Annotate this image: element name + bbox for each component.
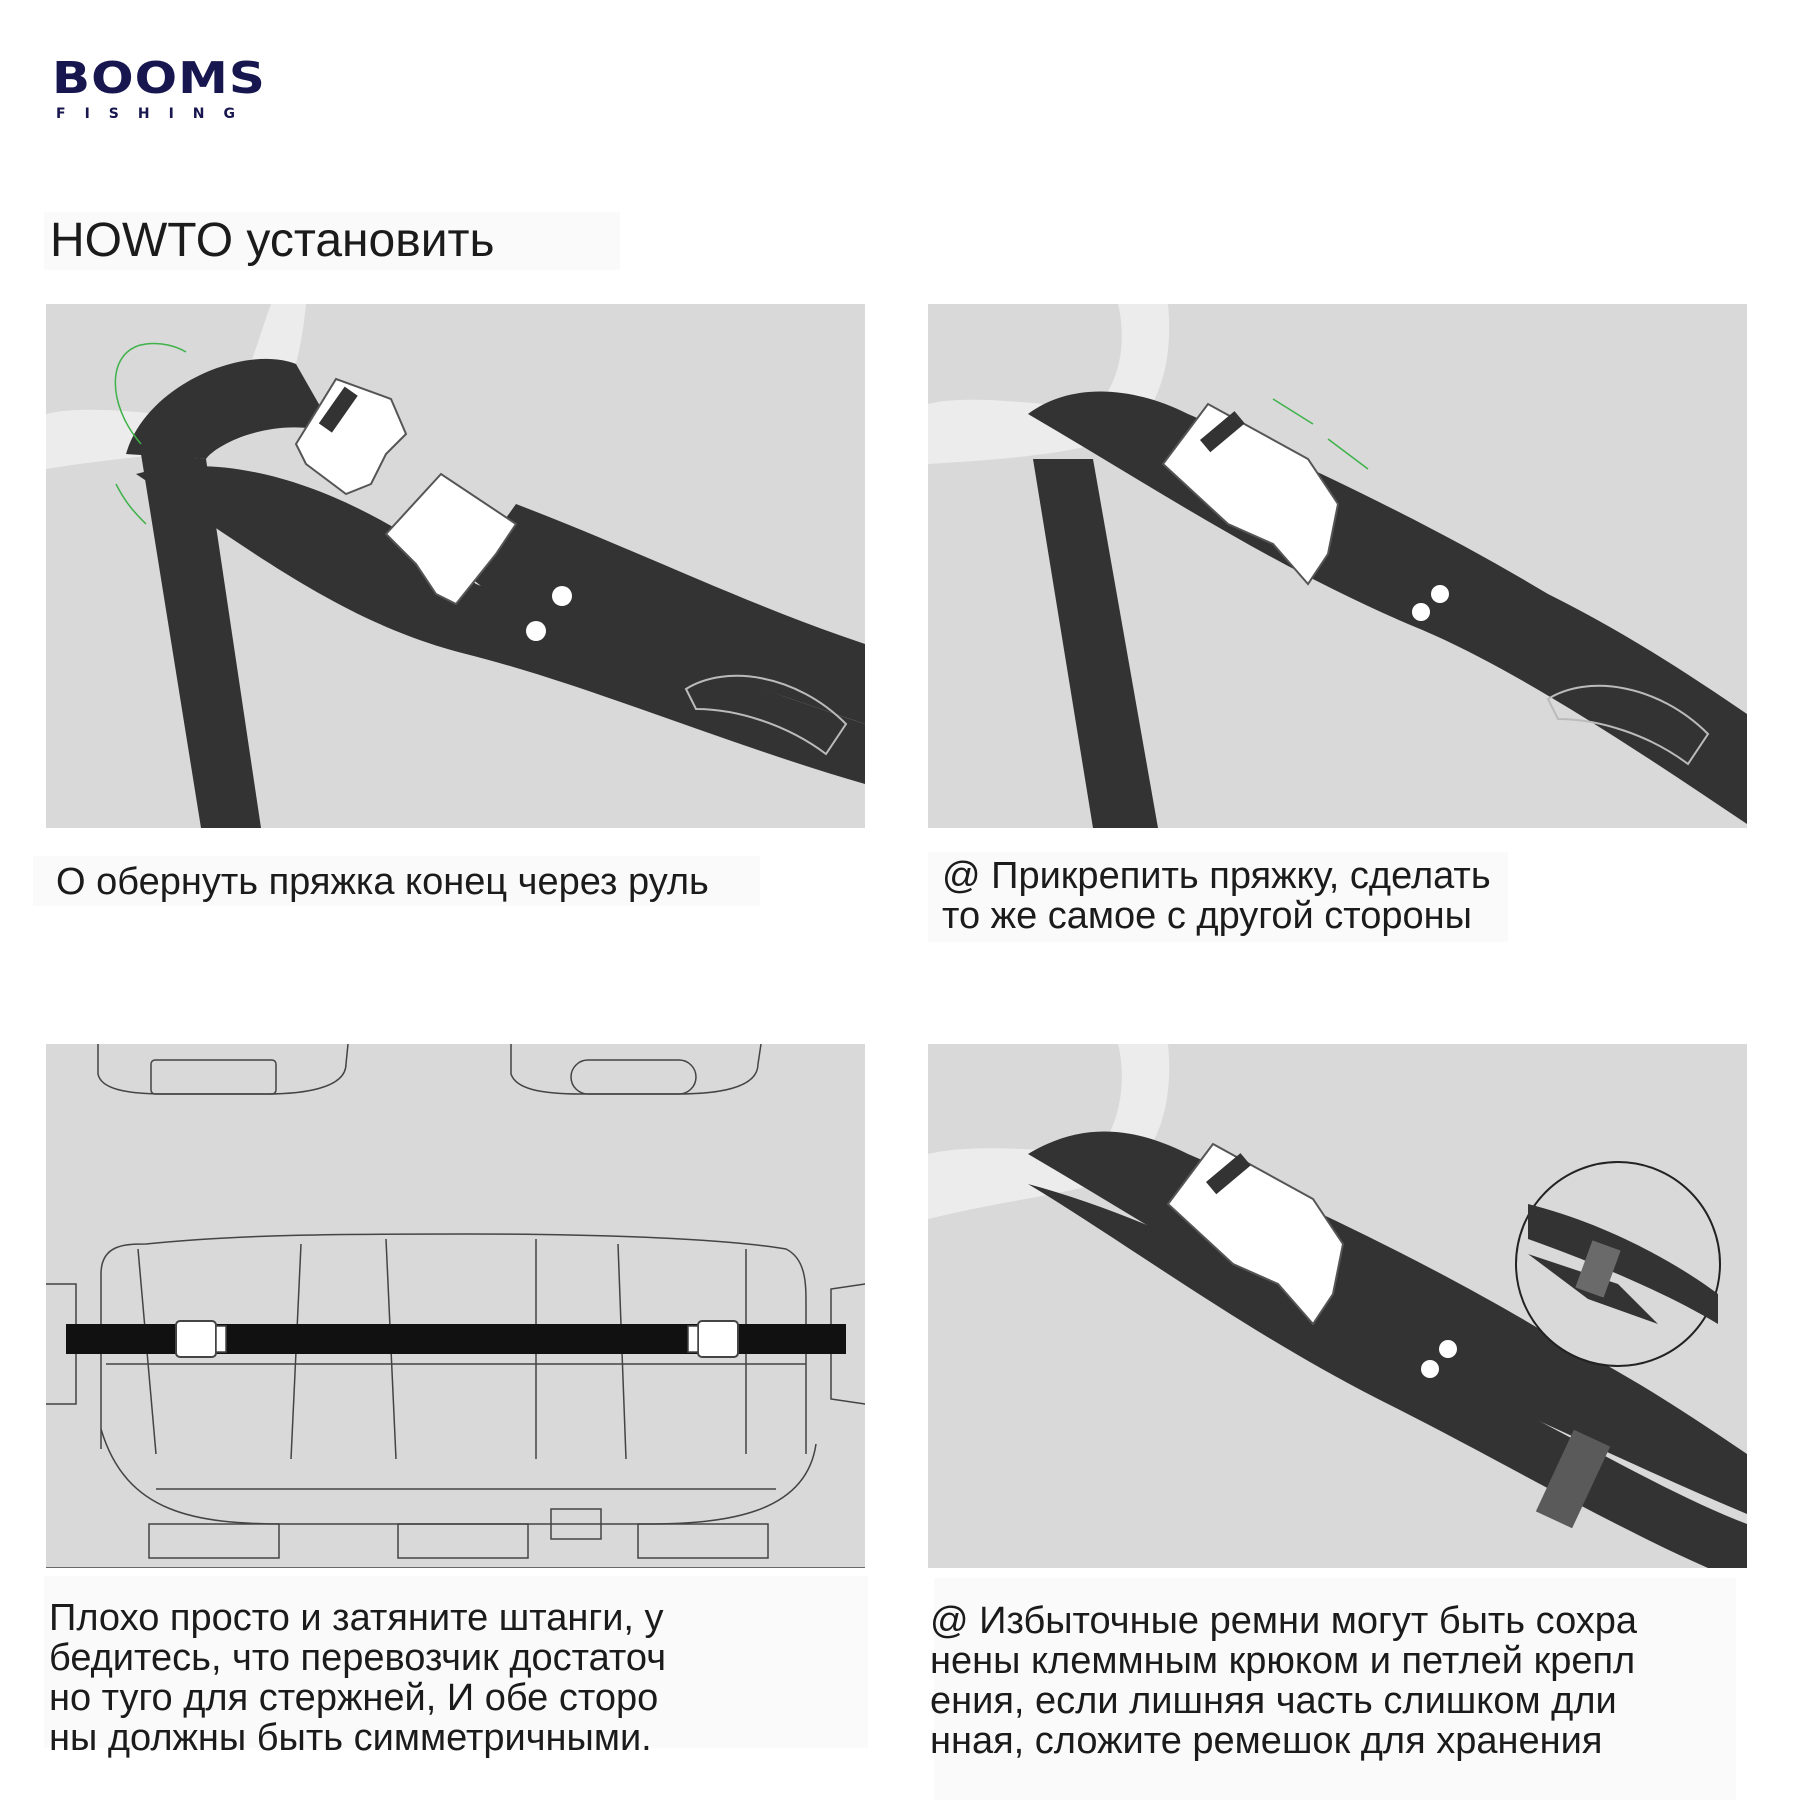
step-2-illustration (928, 304, 1747, 828)
brand-logo (52, 52, 266, 126)
front-seat-left (98, 1044, 348, 1094)
push-arrows-icon (1273, 399, 1313, 424)
seat-cushion (101, 1429, 816, 1524)
seat-panel (638, 1524, 768, 1558)
seat-panel (398, 1524, 528, 1558)
strap-hole (1412, 603, 1430, 621)
step-4-drawing (928, 1044, 1747, 1568)
buckle-icon (688, 1321, 738, 1357)
strap-icon (1033, 459, 1158, 828)
push-arrows-icon (1328, 439, 1368, 469)
step-2-drawing (928, 304, 1747, 828)
strap-hole (1431, 585, 1449, 603)
strap-hole (552, 586, 572, 606)
step-4-illustration (928, 1044, 1747, 1568)
step-1-drawing (46, 304, 865, 828)
step-3-caption: Плохо просто и затяните штанги, у бедитесь, что перевозчик достаточ но туго для стержней, И обе сторо ны должны быть симметричными. (49, 1597, 666, 1759)
step-2-caption: @ Прикрепить пряжку, сделать то же самое с другой стороны (942, 855, 1491, 937)
front-seat-headrest (151, 1060, 276, 1094)
step-4-caption: @ Избыточные ремни могут быть сохра нены клеммным крюком и петлей крепл ения, если лишняя часть слишком дли нная, сложите ремешок для хранения (930, 1600, 1638, 1762)
step-3-illustration (46, 1044, 865, 1568)
front-seat-right (511, 1044, 761, 1094)
seat-panel (149, 1524, 279, 1558)
rotate-arrow-icon (116, 484, 146, 524)
brand-tagline: FISHING (56, 106, 254, 122)
buckle-icon (176, 1321, 226, 1357)
strap-hole (1439, 1340, 1457, 1358)
brand-name: BOOMS (52, 52, 266, 104)
strap-hole (526, 621, 546, 641)
front-seat-headrest (571, 1060, 696, 1094)
page-title: HOWTO установить (50, 214, 495, 267)
step-1-illustration (46, 304, 865, 828)
strap-hole (1421, 1360, 1439, 1378)
step-1-caption: О обернуть пряжка конец через руль (56, 861, 709, 903)
step-3-drawing (46, 1044, 865, 1568)
